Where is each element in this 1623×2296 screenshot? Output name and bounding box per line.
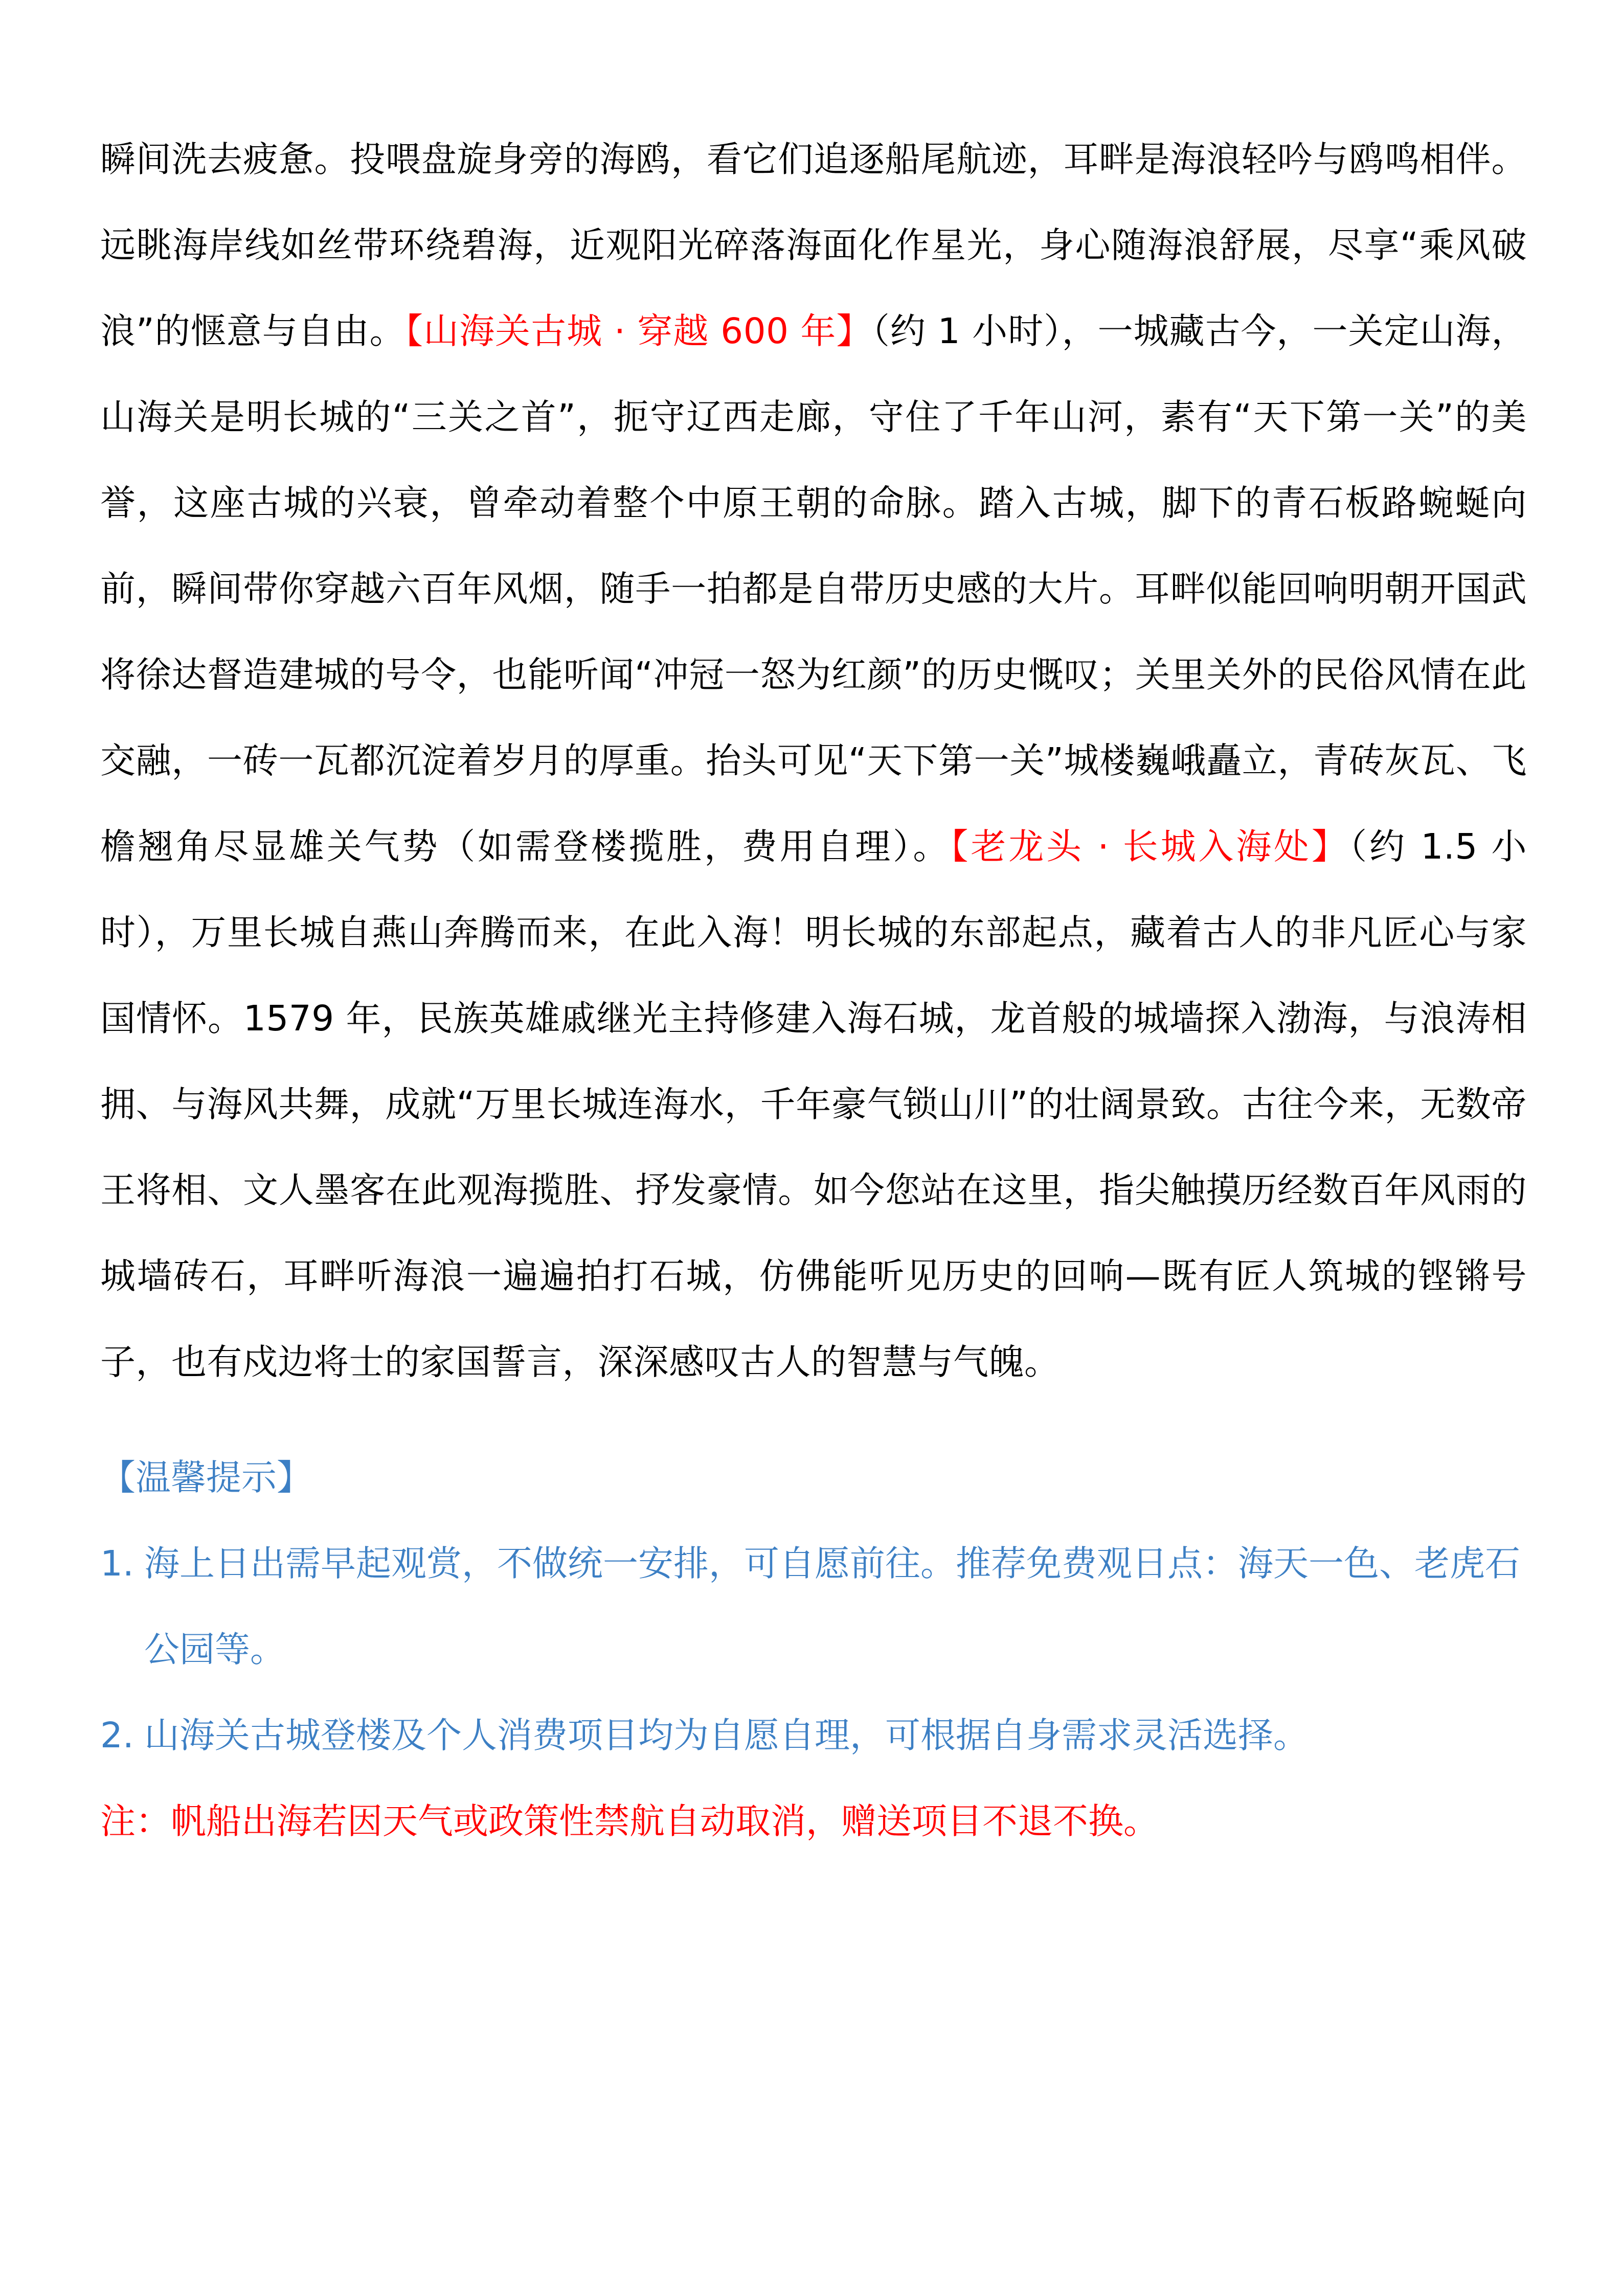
tip-item (100, 1693, 1527, 1779)
tips-section (100, 1435, 1527, 1864)
article-text-laolongtou: （约 1.5 小时），万里长城自燕山奔腾而来，在此入海！明长城的东部起点，藏着古人的非凡匠心与家国情怀。1579 年，民族英雄戚继光主持修建入海石城，龙首般的城墙探入渤海，与浪涛相拥、与海风共舞，成就“万里长城连海水，千年豪气锁山川”的壮阔景致。古往今来，无数帝王将相、文人墨客在此观海揽胜、抒发豪情。如今您站在这里，指尖触摸历经数百年风雨的城墙砖石，耳畔听海浪一遍遍拍打石城，仿佛能听见历史的回响—既有匠人筑城的铿锵号子，也有戍边将士的家国誓言，深深感叹古人的智慧与气魄。 (100, 826, 1527, 1383)
tip-text: 山海关古城登楼及个人消费项目均为自愿自理，可根据自身需求灵活选择。 (144, 1715, 1309, 1756)
section-heading-laolongtou: 【老龙头 · 长城入海处】 (951, 826, 1349, 867)
cancellation-note: 注：帆船出海若因天气或政策性禁航自动取消，赠送项目不退不换。 (100, 1801, 1159, 1842)
tip-text: 海上日出需早起观赏，不做统一安排，可自愿前往。推荐免费观日点：海天一色、老虎石公园等。 (144, 1543, 1520, 1670)
article-paragraph (100, 117, 1527, 1405)
tip-number: 2. (100, 1715, 134, 1756)
article-text-shanhaiguan: （约 1 小时），一城藏古今，一关定山海，山海关是明长城的“三关之首”，扼守辽西走廊，守住了千年山河，素有“天下第一关”的美誉，这座古城的兴衰，曾牵动着整个中原王朝的命脉。踏入古城，脚下的青石板路蜿蜒向前，瞬间带你穿越六百年风烟，随手一拍都是自带历史感的大片。耳畔似能回响明朝开国武将徐达督造建城的号令，也能听闻“冲冠一怒为红颜”的历史慨叹；关里关外的民俗风情在此交融，一砖一瓦都沉淀着岁月的厚重。抬头可见“天下第一关”城楼巍峨矗立，青砖灰瓦、飞檐翘角尽显雄关气势（如需登楼揽胜，费用自理）。 (100, 311, 1527, 867)
tip-number: 1. (100, 1543, 134, 1584)
article-text-intro: 瞬间洗去疲惫。投喂盘旋身旁的海鸥，看它们追逐船尾航迹，耳畔是海浪轻吟与鸥鸣相伴。远眺海岸线如丝带环绕碧海，近观阳光碎落海面化作星光，身心随海浪舒展，尽享“乘风破浪”的惬意与自由。 (100, 139, 1527, 352)
tips-title: 【温馨提示】 (100, 1457, 312, 1498)
tip-item (100, 1521, 1527, 1693)
section-heading-shanhaiguan: 【山海关古城 · 穿越 600 年】 (405, 311, 872, 352)
